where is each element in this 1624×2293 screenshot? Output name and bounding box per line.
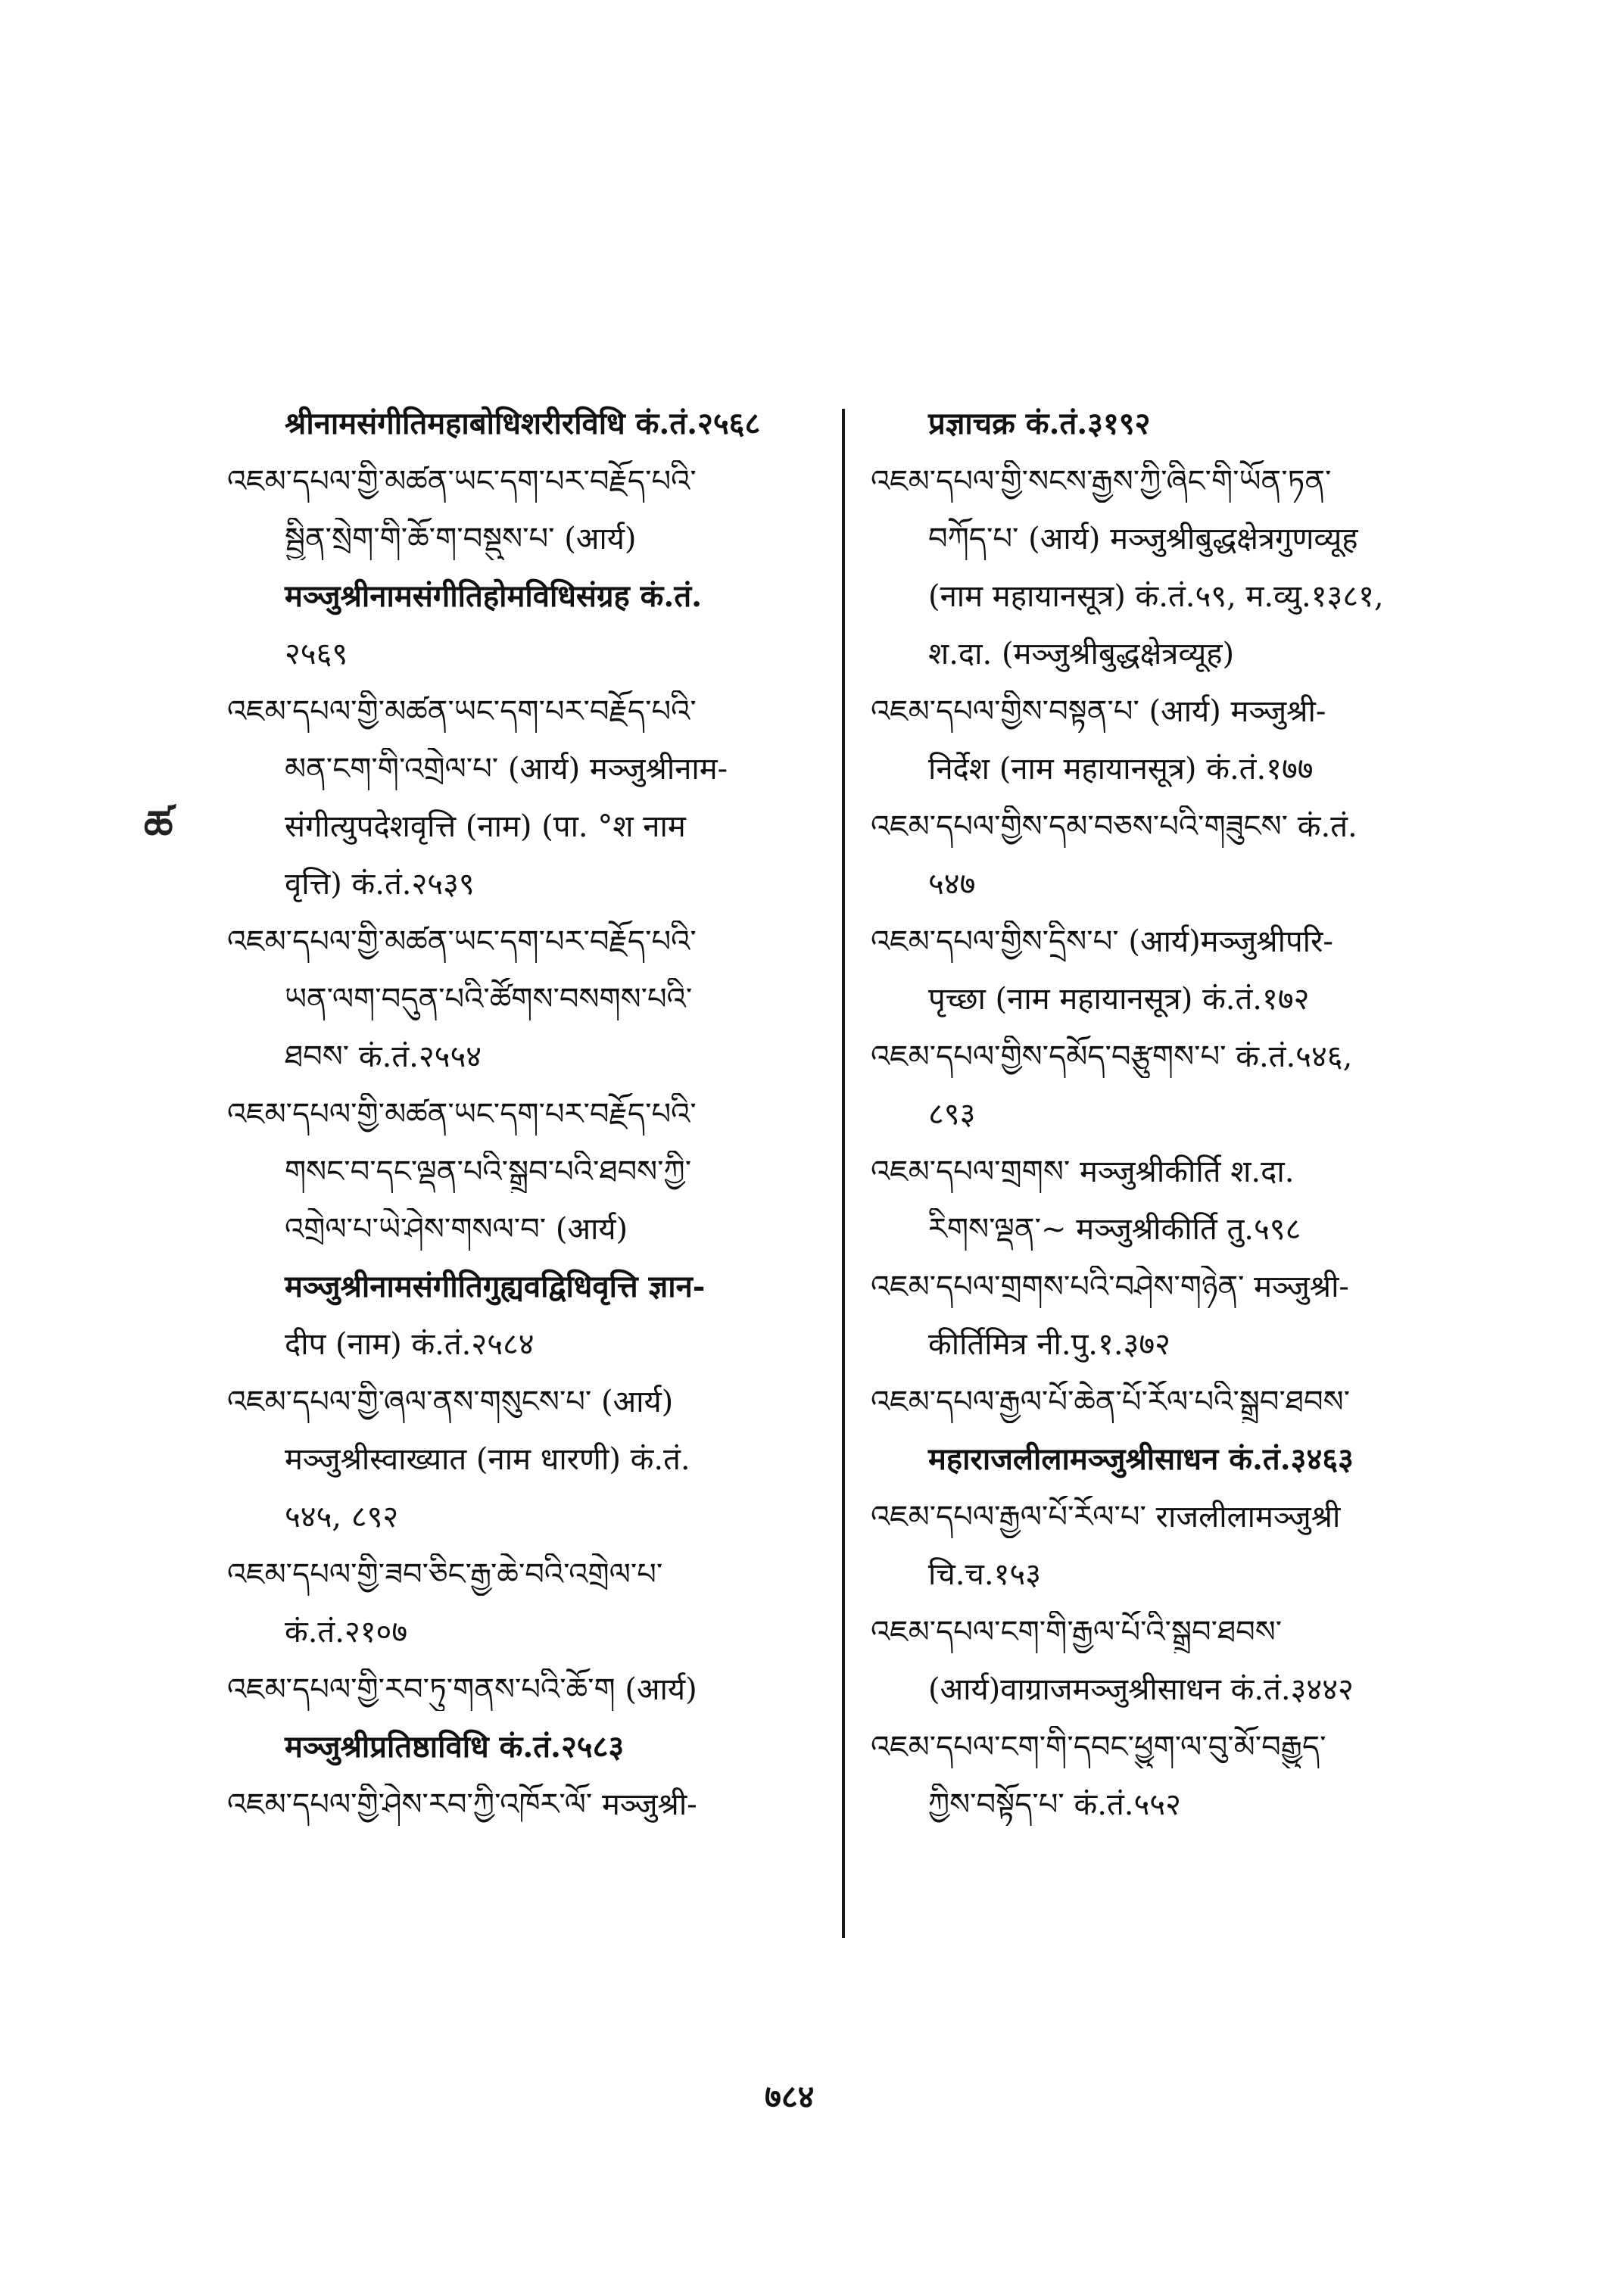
entry-line: (आर्य)वाग्राजमञ्जुश्रीसाधन कं.तं.३४४२ — [928, 1672, 1354, 1707]
entry-line: འཇམ་དཔལ་གྲགས་པའི་བཤེས་གཉེན་ मञ्जुश्री- — [871, 1270, 1349, 1304]
entry-line: འཇམ་དཔལ་གྲགས་ मञ्जुश्रीकीर्ति श.दा. — [871, 1154, 1295, 1189]
entry-line: ཡན་ལག་བདུན་པའི་ཚོགས་བསགས་པའི་ — [285, 982, 693, 1017]
entry-line: दीप (नाम) कं.तं.२५८४ — [285, 1327, 535, 1362]
entry-line: འཇམ་དཔལ་གྱི་སངས་རྒྱས་ཀྱི་ཞིང་གི་ཡོན་ཏན་ — [871, 464, 1332, 499]
entry-line: འཇམ་དཔལ་ངག་གི་དབང་ཕྱུག་ལ་བུ་མོ་བརྒྱུད་ — [871, 1730, 1326, 1765]
entry-line: मञ्जुश्रीनामसंगीतिहोमविधिसंग्रह कं.तं. — [285, 578, 703, 614]
entry-line: ८९३ — [928, 1097, 976, 1132]
entry-line: འཇམ་དཔལ་གྱི་མཚན་ཡང་དག་པར་བརྗོད་པའི་ — [227, 694, 697, 729]
entry-line: श.दा. (मञ्जुश्रीबुद्धक्षेत्रव्यूह) — [928, 637, 1235, 671]
entry-line: སྦྱིན་སྲེག་གི་ཆོ་ག་བསྡུས་པ་ (आर्य) — [285, 522, 637, 556]
entry-line: འཇམ་དཔལ་གྱི་ཟབ་ཅིང་རྒྱ་ཆེ་བའི་འགྲེལ་པ་ — [227, 1557, 663, 1592]
entry-line: འཇམ་དཔལ་གྱིས་དྲིས་པ་ (आर्य)मञ्जुश्रीपरि- — [871, 924, 1333, 959]
column-divider — [842, 409, 845, 1938]
entry-line: འཇམ་དཔལ་གྱི་མཚན་ཡང་དག་པར་བརྗོད་པའི་ — [227, 464, 697, 499]
entry-line: ཐབས་ कं.तं.२५५४ — [285, 1039, 482, 1074]
section-side-mark: ཚ — [144, 801, 173, 849]
entry-line: འཇམ་དཔལ་རྒྱལ་པོ་རོལ་པ་ राजलीलामञ्जुश्री — [871, 1500, 1341, 1534]
entry-line: कीर्तिमित्र नी.पु.१.३७२ — [928, 1327, 1170, 1362]
entry-line: वृत्ति) कं.तं.२५३९ — [285, 867, 475, 902]
entry-line: प्रज्ञाचक्र कं.तं.३१९२ — [928, 406, 1151, 441]
left-column — [227, 403, 863, 1841]
entry-line: महाराजलीलामञ्जुश्रीसाधन कं.तं.३४६३ — [928, 1441, 1354, 1477]
entry-line: བཀོད་པ་ (आर्य) मञ्जुश्रीबुद्धक्षेत्रगुणव्यूह — [928, 522, 1358, 556]
entry-line: (नाम महायानसूत्र) कं.तं.५९, म.व्यु.१३८१, — [928, 579, 1384, 614]
entry-line: मञ्जुश्रीप्रतिष्ठाविधि कं.तं.२५८३ — [285, 1729, 625, 1765]
entry-line: ५४७ — [928, 867, 976, 902]
entry-line: འཇམ་དཔལ་གྱི་ཞལ་ནས་གསུངས་པ་ (आर्य) — [227, 1385, 674, 1419]
entry-line: འཇམ་དཔལ་གྱིས་བསྟན་པ་ (आर्य) मञ्जुश्री- — [871, 694, 1326, 729]
page-number: ७८४ — [765, 2078, 815, 2115]
entry-line: འཇམ་དཔལ་གྱི་ཤེས་རབ་ཀྱི་འཁོར་ལོ་ मञ्जुश्री- — [227, 1787, 697, 1822]
entry-line: གསང་བ་དང་ལྡན་པའི་སྒྲུབ་པའི་ཐབས་ཀྱི་ — [285, 1154, 692, 1189]
entry-line: निर्देश (नाम महायानसूत्र) कं.तं.१७७ — [928, 752, 1314, 787]
entry-line: རིགས་ལྡན་~ मञ्जुश्रीकीर्ति तु.५९८ — [928, 1212, 1301, 1247]
entry-line: འཇམ་དཔལ་གྱིས་དམ་བཅས་པའི་གཟུངས་ कं.तं. — [871, 809, 1357, 844]
entry-line: ཀྱིས་བསྟོད་པ་ कं.तं.५५२ — [928, 1787, 1181, 1822]
entry-line: འགྲེལ་པ་ཡེ་ཤེས་གསལ་བ་ (आर्य) — [285, 1212, 628, 1247]
entry-line: འཇམ་དཔལ་གྱི་མཚན་ཡང་དག་པར་བརྗོད་པའི་ — [227, 924, 697, 959]
entry-line: འཇམ་དཔལ་ངག་གི་རྒྱལ་པོ་འི་སྒྲུབ་ཐབས་ — [871, 1615, 1283, 1650]
entry-line: पृच्छा (नाम महायानसूत्र) कं.तं.१७२ — [928, 982, 1310, 1017]
right-column — [871, 403, 1507, 1841]
entry-line: मञ्जुश्रीस्वाख्यात (नाम धारणी) कं.तं. — [285, 1442, 690, 1477]
entry-line: འཇམ་དཔལ་རྒྱལ་པོ་ཆེན་པོ་རོལ་པའི་སྒྲུབ་ཐབས་ — [871, 1385, 1350, 1419]
entry-line: ५४५, ८९२ — [285, 1500, 399, 1534]
entry-line: श्रीनामसंगीतिमहाबोधिशरीरविधि कं.तं.२५६८ — [285, 406, 761, 441]
entry-line: འཇམ་དཔལ་གྱིས་དམོད་བརྩུགས་པ་ कं.तं.५४६, — [871, 1039, 1353, 1074]
entry-line: འཇམ་དཔལ་གྱི་རབ་ཏུ་གནས་པའི་ཆོ་ག (आर्य) — [227, 1672, 697, 1707]
entry-line: संगीत्युपदेशवृत्ति (नाम) (पा. °श नाम — [285, 809, 686, 844]
entry-line: चि.च.१५३ — [928, 1557, 1041, 1592]
entry-line: कं.तं.२१०७ — [285, 1615, 408, 1650]
entry-line: मञ्जुश्रीनामसंगीतिगुह्यवद्विधिवृत्ति ज्ञान- — [285, 1269, 706, 1304]
entry-line: འཇམ་དཔལ་གྱི་མཚན་ཡང་དག་པར་བརྗོད་པའི་ — [227, 1097, 697, 1132]
entry-line: མན་ངག་གི་འགྲེལ་པ་ (आर्य) मञ्जुश्रीनाम- — [285, 752, 728, 787]
entry-line: २५६९ — [285, 637, 348, 671]
